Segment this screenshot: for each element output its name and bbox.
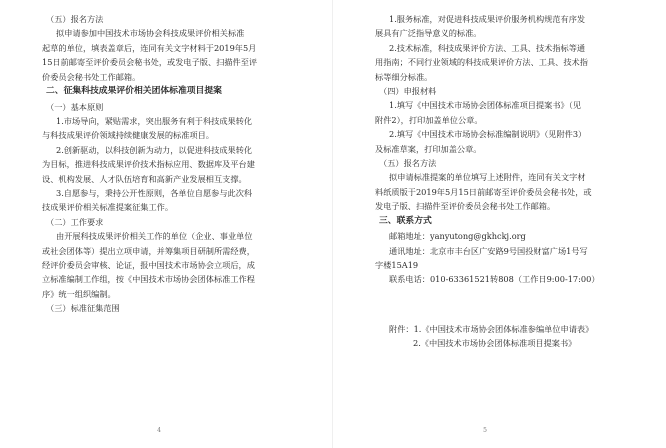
text-line: 1.填写《中国技术市场协会团体标准项目提案书》（见 bbox=[389, 100, 582, 111]
text-line: 通讯地址：北京市丰台区广安路9号国投财富广场1号写 bbox=[389, 245, 588, 256]
page-number: 5 bbox=[483, 427, 487, 434]
section-heading: 三、联系方式 bbox=[379, 215, 432, 226]
text-line: 或社会团体等）提出立项申请，并筹集项目研制所需经费， bbox=[42, 245, 255, 256]
text-line: 1.服务标准，对促进科技成果评价服务机构规范有序发 bbox=[389, 14, 586, 24]
subsection-heading: （四）申报材料 bbox=[379, 86, 437, 97]
text-line: 起草的单位，填表盖章后，连同有关文字材料于2019年5月 bbox=[42, 42, 257, 53]
subsection-heading: （三）标准征集范围 bbox=[46, 303, 120, 314]
text-line: 发电子版、扫描件至评价委员会秘书处工作邮箱。 bbox=[375, 201, 556, 212]
text-line: 附件：1.《中国技术市场协会团体标准参编单位申请表》 bbox=[389, 323, 594, 334]
text-line: 拟申请参加中国技术市场协会科技成果评价相关标准 bbox=[56, 28, 245, 39]
subsection-heading: （五）报名方法 bbox=[46, 14, 104, 24]
subsection-heading: （一）基本原则 bbox=[46, 101, 104, 112]
text-line: 与科技成果评价领域持续健康发展的标准项目。 bbox=[42, 130, 214, 141]
text-line: 附件2），打印加盖单位公章。 bbox=[375, 114, 483, 125]
text-line: 技成果评价相关标准提案征集工作。 bbox=[42, 202, 174, 213]
text-line: 2.创新驱动，以科技创新为动力，以促进科技成果转化 bbox=[56, 144, 253, 155]
text-line: 展具有广泛指导意义的标准。 bbox=[375, 28, 482, 39]
text-line: 由开展科技成果评价相关工作的单位（企业、事业单位 bbox=[56, 231, 253, 242]
section-heading: 二、征集科技成果评价相关团体标准项目提案 bbox=[46, 86, 222, 97]
text-line: 拟申请标准提案的单位填写上述附件，连同有关文字材 bbox=[389, 172, 586, 183]
text-line: 15日前邮寄至评价委员会秘书处，或发电子版、扫描件至评 bbox=[42, 57, 258, 68]
text-line: 设、机构发展、人才队伍培育和高新产业发展相互支撑。 bbox=[42, 173, 247, 184]
text-line: 联系电话：010-63361521转808（工作日9:00-17:00） bbox=[389, 274, 600, 285]
text-line: 3.自愿参与，秉持公开性原则，各单位自愿参与此次科 bbox=[56, 187, 253, 198]
page-right bbox=[333, 0, 666, 448]
text-line: 料纸质版于2019年5月15日前邮寄至评价委员会秘书处，或 bbox=[375, 186, 592, 197]
spacer bbox=[375, 303, 636, 306]
text-line: 邮箱地址：yanyutong@gkhckj.org bbox=[389, 231, 526, 242]
text-line: 标等细分标准。 bbox=[375, 71, 433, 82]
text-line: 价委员会秘书处工作邮箱。 bbox=[42, 71, 141, 82]
text-line: 为目标，推进科技成果评价技术指标应用、数据库及平台建 bbox=[42, 159, 255, 170]
text-line: 序》统一组织编制。 bbox=[42, 288, 116, 299]
subsection-heading: （二）工作要求 bbox=[46, 216, 104, 227]
text-line: 经评价委员会审核、论证，报中国技术市场协会立项后，成 bbox=[42, 260, 255, 270]
text-line: 立标准编制工作组，按《中国技术市场协会团体标准工作程 bbox=[42, 274, 255, 285]
left-page-text bbox=[42, 12, 313, 316]
subsection-heading: （五）报名方法 bbox=[379, 158, 437, 169]
right-page-text bbox=[375, 12, 636, 351]
text-line: 2.填写《中国技术市场协会标准编制说明》（见附件3） bbox=[389, 129, 587, 140]
text-line: 2.《中国技术市场协会团体标准项目提案书》 bbox=[413, 338, 577, 349]
text-line: 用指南；不同行业领域的科技成果评价方法、工具、技术指 bbox=[375, 57, 588, 68]
text-line: 1.市场导向，紧贴需求，突出服务有利于科技成果转化 bbox=[56, 115, 253, 126]
page-number: 4 bbox=[157, 427, 161, 434]
text-line: 2.技术标准，科技成果评价方法、工具、技术指标等通 bbox=[389, 42, 586, 53]
text-line: 及标准草案，打印加盖公章。 bbox=[375, 143, 482, 154]
text-line: 字楼15A19 bbox=[375, 260, 419, 270]
